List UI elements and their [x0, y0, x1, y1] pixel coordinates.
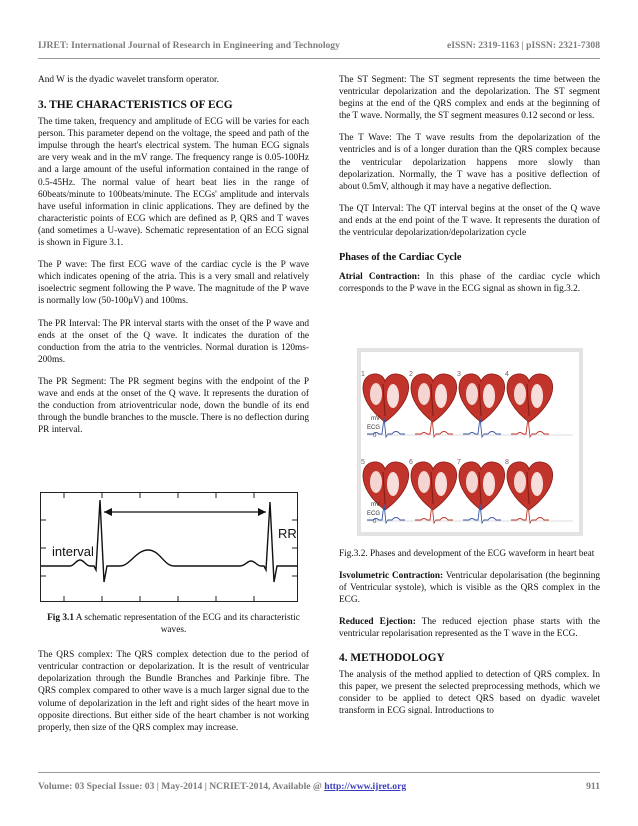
- section-4-title: 4. METHODOLOGY: [339, 651, 445, 664]
- right-chamber: [387, 384, 399, 408]
- left-chamber: [466, 383, 478, 405]
- journal-link[interactable]: http://www.ijret.org: [324, 781, 407, 792]
- left-chamber: [514, 471, 526, 493]
- interval-label: interval: [52, 544, 94, 559]
- mv-label: mV: [371, 502, 380, 508]
- paragraph-st-segment: The ST Segment: The ST segment represents the time between the ventricular depolarization and the depolarization. The ST segment begins at the end of the QRS complex and ends at the beginning of the T wave. Normally, the ST segment measures 0.12 second or less.: [339, 75, 600, 122]
- section-3-title: 3. THE CHARACTERISTICS OF ECG: [38, 99, 233, 112]
- zero-label: 0: [373, 433, 377, 439]
- paragraph-reduced-ejection: [339, 616, 600, 640]
- issn: eISSN: 2319-1163 | pISSN: 2321-7308: [447, 40, 600, 51]
- paragraph-qrs: The QRS complex: The QRS complex detection due to the period of ventricular contraction or depolarization. It is the result of ventricular depolarization through the Bundle Branches and Parkinje fibre. The QRS complex compared to other wave is a much larger signal due to the volume of depolarization in the left and right sides of the heart move in opposite directions. But either side of the heart chamber is not working properly, then size of the QRS complex may increase.: [38, 650, 309, 733]
- phase-number: 3: [457, 371, 461, 378]
- atrial-label: Atrial Contraction:: [339, 272, 421, 283]
- page-number: 911: [586, 781, 600, 792]
- running-footer: [38, 781, 600, 792]
- phase-number: 7: [457, 459, 461, 466]
- left-chamber: [370, 383, 382, 405]
- figure-3-2: [357, 348, 583, 536]
- right-chamber: [435, 384, 447, 408]
- paragraph-t-wave: The T Wave: The T wave results from the depolarization of the ventricles and is of a longer duration than the QRS complex because the ventricular depolarization happens more slowly than depolarization. Normally, the T wave has a positive deflection of about 0.5mV, although it may have a negative deflection.: [339, 133, 600, 192]
- left-column: [38, 74, 309, 436]
- paragraph-methodology: The analysis of the method applied to detection of QRS complex. In this paper, we present the selected preprocessing methods, which we consider to be applied to detect QRS based on dyadic wavelet transform in ECG signal. Introductions to: [339, 669, 600, 716]
- right-chamber: [435, 472, 447, 496]
- left-chamber: [466, 471, 478, 493]
- phases-title: Phases of the Cardiac Cycle: [339, 252, 462, 264]
- ecg-label: ECG: [367, 425, 381, 431]
- footer-volume: [38, 781, 406, 792]
- left-chamber: [418, 383, 430, 405]
- right-chamber: [387, 472, 399, 496]
- right-chamber: [531, 472, 543, 496]
- paragraph-characteristics: The time taken, frequency and amplitude of ECG will be varies for each person. This parameter depend on the voltage, the speed and path of the impulse through the heart's electrical system. The human ECG signals are very weak and in the mV range. The frequency range is 0.05-100Hz and a large amount of the useful information contained in the range of 0.5-45Hz. The normal value of heart beat lies in the range of 60beats/minute to 100beats/minute. The ECGs' amplitude and intervals have useful information in clinic applications. They are defined by the characteristic points of ECG which are defined as P, QRS and T waves (and sometimes a U-wave). Schematic representation of an ECG signal is shown in Figure 3.1.: [38, 117, 309, 249]
- cardiac-cycle-figure: [357, 348, 583, 536]
- reduced-ejection-text: The reduced ejection phase starts with the ventricular repolarisation represented as the T wave in the ECG.: [339, 617, 600, 640]
- right-chamber: [531, 384, 543, 408]
- paragraph-pr-segment: The PR Segment: The PR segment begins with the endpoint of the P wave and ends at the onset of the Q wave. It represents the duration of the conduction from atrioventricular node, down the bundle of its end through the bundle branches to the muscle. There is no deflection during PR interval.: [38, 376, 309, 436]
- footer-volume-text: Volume: 03 Special Issue: 03 | May-2014 | NCRIET-2014, Available @: [38, 781, 325, 792]
- running-header: [38, 40, 600, 51]
- paragraph-p-wave: The P wave: The first ECG wave of the cardiac cycle is the P wave which indicates opening of the atria. This is a very small and relatively isoelectric segment following the P wave. The magnitude of the P wave is normally low (50-100μV) and 100ms.: [38, 260, 309, 307]
- ecg-label: ECG: [367, 511, 381, 517]
- phase-number: 6: [409, 459, 413, 466]
- paragraph-isovolumetric: [339, 570, 600, 606]
- phase-number: 8: [505, 459, 509, 466]
- right-column-lower: [339, 548, 600, 717]
- figure-3-1-caption-label: Fig 3.1: [47, 613, 74, 623]
- figure-3-2-caption: Fig.3.2. Phases and development of the ECG waveform in heart beat: [339, 549, 595, 559]
- zero-label: 0: [373, 519, 377, 525]
- figure-3-1: [40, 492, 298, 602]
- header-rule: [38, 58, 600, 59]
- left-chamber: [418, 471, 430, 493]
- paragraph-atrial: [339, 271, 600, 295]
- right-chamber: [483, 384, 495, 408]
- left-column-lower: [38, 612, 309, 734]
- footer-rule: [38, 772, 600, 773]
- journal-name: IJRET: International Journal of Research in Engineering and Technology: [38, 40, 340, 51]
- phase-number: 2: [409, 371, 413, 378]
- isovolumetric-text: Ventricular depolarisation (the beginning of Ventricular systole), which is visible as the QRS complex in the ECG.: [339, 571, 601, 606]
- figure-3-1-caption-text: A schematic representation of the ECG and its characteristic waves.: [73, 613, 300, 636]
- phase-number: 1: [361, 371, 365, 378]
- paragraph-pr-interval: The PR Interval: The PR interval starts with the onset of the P wave and ends at the onset of the Q wave. It indicates the duration of the conduction from the atria to the ventricles. Normal duration is 120ms-200ms.: [38, 318, 309, 365]
- ecg-schematic: [40, 492, 298, 602]
- isovolumetric-label: Isvolumetric Contraction:: [339, 571, 444, 582]
- paragraph-qt-interval: The QT Interval: The QT interval begins at the onset of the Q wave and ends at the end point of the T wave. It represents the duration of the ventricular depolarization/depolarization cycle: [339, 203, 600, 239]
- figure-3-1-caption: [38, 612, 309, 636]
- atrial-text: In this phase of the cardiac cycle which corresponds to the P wave in the ECG signal as shown in fig.3.2.: [339, 272, 600, 295]
- intro-text: And W is the dyadic wavelet transform operator.: [38, 75, 219, 85]
- rr-label: RR: [278, 526, 297, 541]
- phase-number: 4: [505, 371, 509, 378]
- left-chamber: [370, 471, 382, 493]
- reduced-ejection-label: Reduced Ejection:: [339, 617, 416, 628]
- right-chamber: [483, 472, 495, 496]
- mv-label: mV: [371, 416, 380, 422]
- right-column: [339, 74, 600, 295]
- phase-number: 5: [361, 459, 365, 466]
- left-chamber: [514, 383, 526, 405]
